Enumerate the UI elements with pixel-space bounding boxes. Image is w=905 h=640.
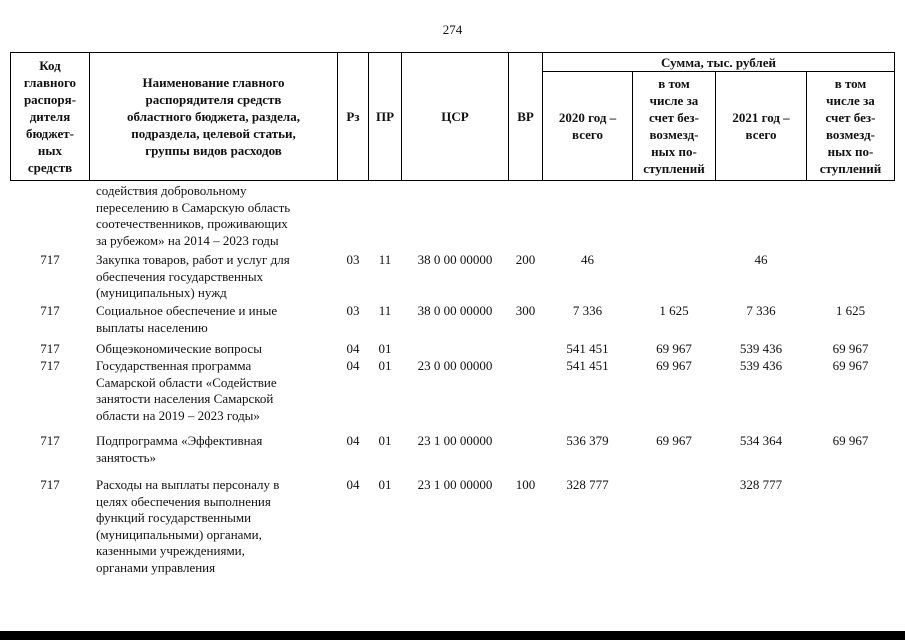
row-pr: 01 <box>378 341 392 356</box>
row-pr: 11 <box>378 303 392 318</box>
row-name: Закупка товаров, работ и услуг для обеспечения государственных (муниципальных) нужд <box>96 252 290 300</box>
continuation-text: содействия добровольному переселению в Самарскую область соотечественников, проживающих за рубежом» на 2014 – 2023 годы <box>96 183 291 248</box>
header-pr: ПР <box>375 109 395 124</box>
row-2020-total: 7 336 <box>572 303 603 318</box>
row-2020-total: 541 451 <box>566 341 609 356</box>
row-code: 717 <box>40 358 60 373</box>
row-2020-free: 69 967 <box>656 358 692 373</box>
row-2021-total: 534 364 <box>739 433 783 448</box>
row-pr: 01 <box>378 358 392 373</box>
header-2020-free: в том числе за счет без- возмезд- ных по- ступлений <box>643 76 705 176</box>
row-2020-total: 536 379 <box>566 433 609 448</box>
row-rz: 04 <box>346 477 360 492</box>
row-2020-total: 46 <box>581 252 594 267</box>
header-name: Наименование главного распорядителя средств областного бюджета, раздела, подраздела, целевой статьи, группы видов расходов <box>127 75 300 158</box>
row-rz: 04 <box>346 433 360 448</box>
row-2020-total: 541 451 <box>566 358 609 373</box>
row-2021-total: 539 436 <box>739 358 783 373</box>
row-vr: 200 <box>515 252 536 267</box>
row-code: 717 <box>40 477 60 492</box>
row-vr: 300 <box>515 303 536 318</box>
row-2020-free: 69 967 <box>656 341 692 356</box>
header-csr: ЦСР <box>441 109 469 124</box>
row-2021-total: 46 <box>754 252 768 267</box>
row-pr: 01 <box>378 477 392 492</box>
row-csr: 38 0 00 00000 <box>417 303 493 318</box>
row-pr: 01 <box>378 433 392 448</box>
row-code: 717 <box>40 341 60 356</box>
header-code: Код главного распоря- дителя бюджет- ных средств <box>23 58 77 175</box>
row-rz: 03 <box>346 303 360 318</box>
row-2020-free: 1 625 <box>659 303 689 318</box>
row-name: Общеэкономические вопросы <box>96 341 262 356</box>
page-bottom-border <box>0 631 905 640</box>
row-2021-total: 328 777 <box>739 477 783 492</box>
header-vr: ВР <box>517 109 534 124</box>
row-pr: 11 <box>378 252 392 267</box>
row-name: Социальное обеспечение и иные выплаты населению <box>96 303 278 335</box>
row-2021-free: 69 967 <box>832 358 869 373</box>
row-code: 717 <box>40 252 60 267</box>
row-2021-total: 7 336 <box>746 303 776 318</box>
row-csr: 23 1 00 00000 <box>417 477 493 492</box>
row-code: 717 <box>40 433 60 448</box>
page-number: 274 <box>442 22 463 37</box>
row-2020-free: 69 967 <box>656 433 692 448</box>
header-bottom-line <box>10 180 895 181</box>
row-2021-free: 69 967 <box>832 341 869 356</box>
row-2020-total: 328 777 <box>566 477 609 492</box>
header-2020-total: 2020 год – всего <box>558 110 617 142</box>
header-2021-free: в том числе за счет без- возмезд- ных по- ступлений <box>819 76 882 176</box>
header-rz: Рз <box>346 109 360 124</box>
row-name: Расходы на выплаты персоналу в целях обеспечения выполнения функций государственными (муниципальными) органами, казенными учреждениями, органами управления <box>96 477 280 575</box>
row-csr: 23 1 00 00000 <box>417 433 493 448</box>
row-rz: 04 <box>346 341 360 356</box>
row-vr: 100 <box>515 477 536 492</box>
row-csr: 38 0 00 00000 <box>417 252 493 267</box>
row-csr: 23 0 00 00000 <box>417 358 493 373</box>
row-2021-free: 1 625 <box>835 303 866 318</box>
row-code: 717 <box>40 303 60 318</box>
row-name: Государственная программа Самарской области «Содействие занятости населения Самарской области на 2019 – 2023 годы» <box>96 358 277 423</box>
row-2021-total: 539 436 <box>739 341 783 356</box>
row-rz: 03 <box>346 252 360 267</box>
row-rz: 04 <box>346 358 360 373</box>
row-name: Подпрограмма «Эффективная занятость» <box>96 433 263 465</box>
header-2021-total: 2021 год – всего <box>732 110 790 142</box>
row-2021-free: 69 967 <box>832 433 869 448</box>
col-line-10 <box>894 52 895 181</box>
header-sum: Сумма, тыс. рублей <box>661 54 776 70</box>
